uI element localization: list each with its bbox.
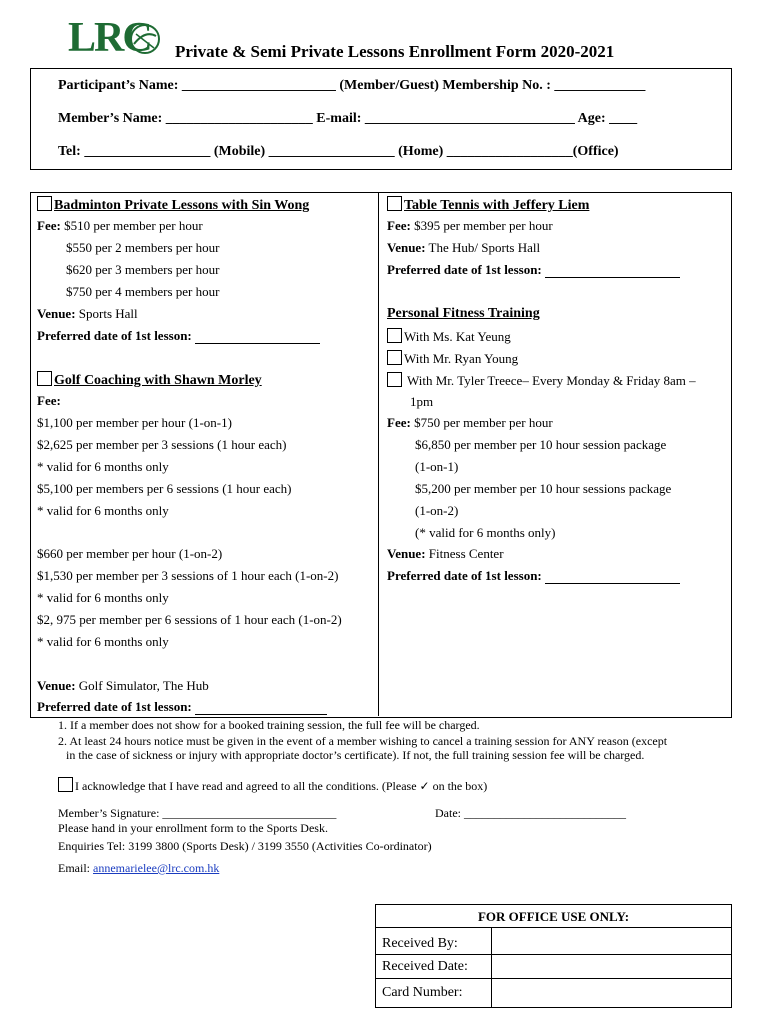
tennis-player-logo-icon — [128, 22, 162, 56]
badminton-fee-row — [37, 218, 203, 234]
office-row-divider — [376, 978, 731, 979]
enquiries: Enquiries Tel: 3199 3800 (Sports Desk) / 3199 3550 (Activities Co-ordinator) — [58, 839, 432, 853]
golf-line-7: $1,530 per member per 3 sessions of 1 hour each (1-on-2) — [37, 568, 339, 583]
tel-field[interactable]: Tel: __________________ (Mobile) __________________ (Home) __________________(Office) — [58, 144, 619, 159]
fitness-fee-5: (1-on-2) — [415, 503, 459, 518]
acknowledge-row[interactable] — [58, 777, 487, 794]
badminton-heading: Badminton Private Lessons with Sin Wong — [54, 198, 310, 213]
column-divider — [378, 192, 379, 716]
badminton-fee-3: $620 per 3 members per hour — [66, 262, 220, 277]
acknowledge-text: I acknowledge that I have read and agreed to all the conditions. (Please ✓ on the box) — [75, 779, 488, 793]
table-tennis-heading: Table Tennis with Jeffery Liem — [404, 198, 590, 213]
option-label: With Ms. Kat Yeung — [404, 329, 511, 344]
golf-line-5: * valid for 6 months only — [37, 503, 169, 518]
venue-label: Venue: — [387, 240, 426, 255]
venue-value: The Hub/ Sports Hall — [428, 240, 541, 255]
venue-value: Golf Simulator, The Hub — [78, 678, 209, 693]
signature-field[interactable]: Member’s Signature: _____________________________ — [58, 806, 337, 820]
badminton-venue — [37, 306, 138, 322]
golf-line-1: $1,100 per member per hour (1-on-1) — [37, 415, 232, 430]
form-title: Private & Semi Private Lessons Enrollment Form 2020-2021 — [175, 42, 615, 61]
golf-line-3: * valid for 6 months only — [37, 459, 169, 474]
golf-date-input[interactable] — [195, 714, 327, 715]
golf-line-8: * valid for 6 months only — [37, 590, 169, 605]
badminton-fee-4: $750 per 4 members per hour — [66, 284, 220, 299]
golf-line-9: $2, 975 per member per 6 sessions of 1 hour each (1-on-2) — [37, 612, 342, 627]
fitness-fee-6: (* valid for 6 months only) — [415, 525, 556, 540]
email-label: Email: — [58, 861, 90, 875]
fitness-fee-1 — [387, 415, 553, 431]
venue-label: Venue: — [37, 306, 76, 321]
fee-label: Fee: — [387, 218, 411, 233]
office-use-box — [375, 904, 732, 1008]
office-column-divider — [491, 927, 492, 1007]
golf-line-4: $5,100 per members per 6 sessions (1 hour each) — [37, 481, 292, 496]
venue-label: Venue: — [37, 678, 76, 693]
preferred-date-label: Preferred date of 1st lesson: — [37, 328, 192, 343]
golf-section-header[interactable] — [37, 371, 262, 389]
date-field[interactable]: Date: ___________________________ — [435, 806, 626, 820]
preferred-date-label: Preferred date of 1st lesson: — [387, 262, 542, 277]
badminton-preferred-date — [37, 328, 320, 344]
fee-label: Fee: — [37, 218, 61, 233]
golf-line-2: $2,625 per member per 3 sessions (1 hour each) — [37, 437, 287, 452]
golf-preferred-date — [37, 699, 327, 715]
term-2-cont: in the case of sickness or injury with appropriate doctor’s certificate). If not, the full training session fee will be charged. — [66, 748, 645, 762]
email-row — [58, 861, 219, 876]
kat-checkbox[interactable] — [387, 328, 402, 343]
golf-heading: Golf Coaching with Shawn Morley — [54, 373, 262, 388]
preferred-date-label: Preferred date of 1st lesson: — [37, 699, 192, 714]
fitness-venue — [387, 546, 504, 562]
table-tennis-date-input[interactable] — [545, 277, 680, 278]
golf-line-10: * valid for 6 months only — [37, 634, 169, 649]
fitness-preferred-date — [387, 568, 680, 584]
fitness-option-kat[interactable] — [387, 328, 511, 345]
fitness-fee-3: (1-on-1) — [415, 459, 459, 474]
preferred-date-label: Preferred date of 1st lesson: — [387, 568, 542, 583]
fee-value: $395 per member per hour — [414, 218, 553, 233]
office-use-title: FOR OFFICE USE ONLY: — [477, 909, 630, 924]
table-tennis-section-header[interactable] — [387, 196, 589, 214]
table-tennis-preferred-date — [387, 262, 680, 278]
table-tennis-checkbox[interactable] — [387, 196, 402, 211]
venue-value: Fitness Center — [428, 546, 504, 561]
fitness-option-tyler-cont: 1pm — [410, 394, 434, 409]
badminton-fee-2: $550 per 2 members per hour — [66, 240, 220, 255]
badminton-section-header[interactable] — [37, 196, 309, 214]
received-by-label: Received By: — [382, 936, 458, 951]
member-name-field[interactable]: Member’s Name: _____________________ E-mail: ______________________________ Age: ____ — [58, 111, 638, 126]
fitness-heading: Personal Fitness Training — [387, 306, 540, 321]
badminton-fee-1: $510 per member per hour — [64, 218, 203, 233]
fitness-option-ryan[interactable] — [387, 350, 518, 367]
received-date-label: Received Date: — [382, 959, 468, 974]
term-2: 2. At least 24 hours notice must be given in the event of a member wishing to cancel a training session for ANY reason (except — [58, 734, 668, 748]
acknowledge-checkbox[interactable] — [58, 777, 73, 792]
fitness-date-input[interactable] — [545, 583, 680, 584]
office-row-divider — [376, 954, 731, 955]
golf-checkbox[interactable] — [37, 371, 52, 386]
fitness-fee-2: $6,850 per member per 10 hour session package — [415, 437, 667, 452]
table-tennis-venue — [387, 240, 540, 256]
golf-line-6: $660 per member per hour (1-on-2) — [37, 546, 223, 561]
venue-value: Sports Hall — [78, 306, 138, 321]
option-label: With Mr. Ryan Young — [404, 351, 519, 366]
fitness-fee-4: $5,200 per member per 10 hour sessions package — [415, 481, 672, 496]
card-number-label: Card Number: — [382, 985, 463, 1000]
table-tennis-fee — [387, 218, 553, 234]
option-label: With Mr. Tyler Treece– Every Monday & Friday 8am – — [407, 373, 696, 388]
email-link[interactable]: annemarielee@lrc.com.hk — [93, 861, 220, 875]
lrc-logo: LRC — [68, 15, 151, 61]
golf-venue — [37, 678, 209, 694]
participant-name-field[interactable]: Participant’s Name: ______________________ (Member/Guest) Membership No. : _____________ — [58, 78, 646, 93]
tyler-checkbox[interactable] — [387, 372, 402, 387]
venue-label: Venue: — [387, 546, 426, 561]
golf-fee-label: Fee: — [37, 393, 61, 408]
term-1: 1. If a member does not show for a booked training session, the full fee will be charged. — [58, 718, 480, 732]
hand-in-note: Please hand in your enrollment form to the Sports Desk. — [58, 821, 328, 835]
fee-value: $750 per member per hour — [414, 415, 553, 430]
badminton-checkbox[interactable] — [37, 196, 52, 211]
fee-label: Fee: — [387, 415, 411, 430]
fitness-option-tyler[interactable] — [387, 372, 696, 389]
office-row-divider — [376, 927, 731, 928]
badminton-date-input[interactable] — [195, 343, 320, 344]
ryan-checkbox[interactable] — [387, 350, 402, 365]
